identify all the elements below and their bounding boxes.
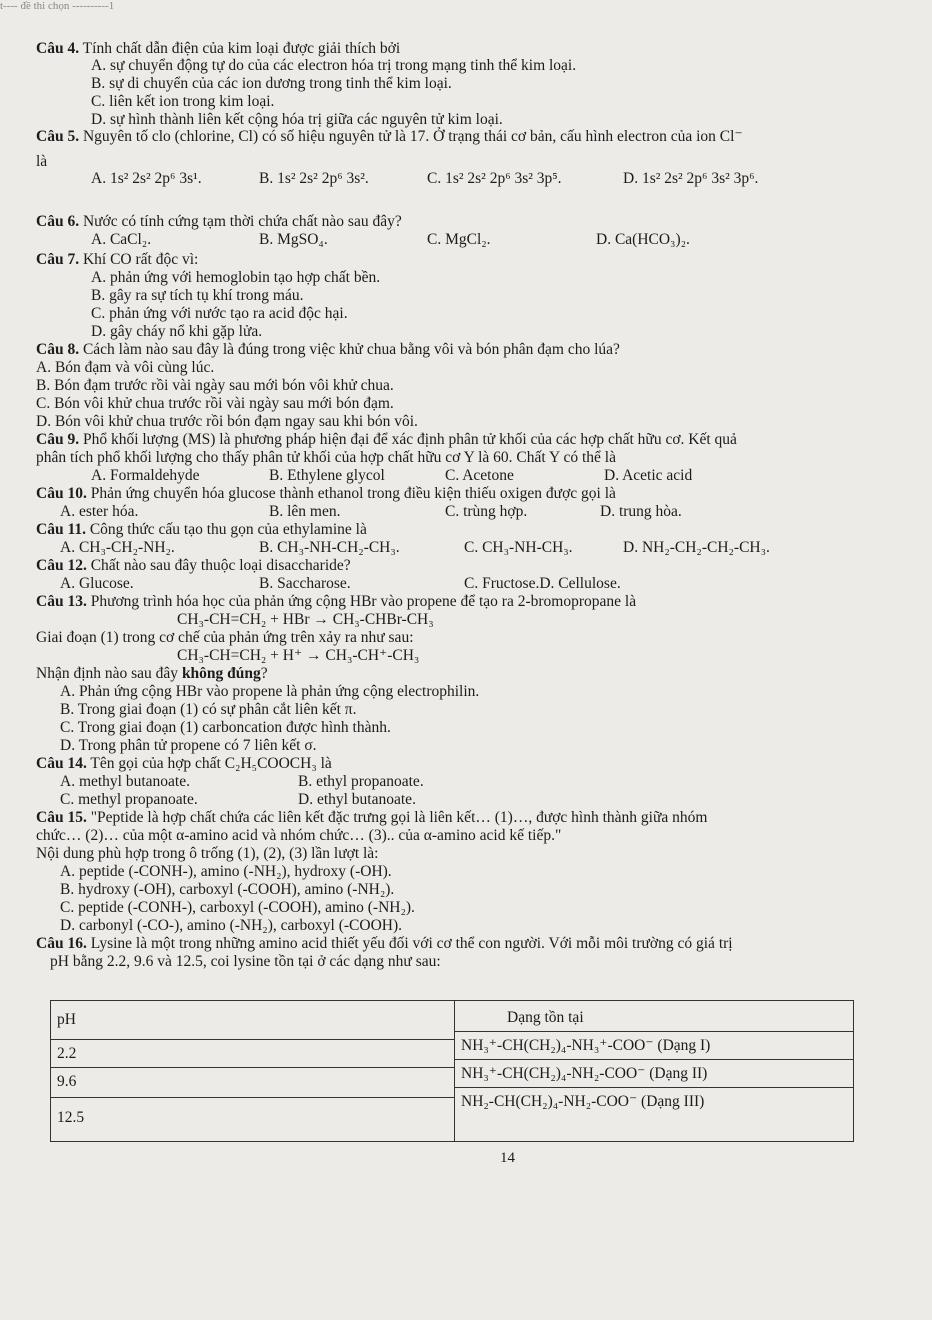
form-row: NH₃⁺-CH(CH₂)₄-NH₃⁺-COO⁻ (Dạng I) bbox=[461, 1037, 711, 1054]
question-number: Câu 11. bbox=[36, 521, 86, 538]
q4-option-a: A. sự chuyển động tự do của các electron hóa trị trong mạng tinh thể kim loại. bbox=[91, 57, 577, 74]
form-row: NH₂-CH(CH₂)₄-NH₂-COO⁻ (Dạng III) bbox=[461, 1093, 705, 1110]
row-divider bbox=[455, 1087, 853, 1088]
q14-option-c: C. methyl propanoate. bbox=[60, 791, 198, 808]
q4-stem: Câu 4. Tính chất dẫn điện của kim loại được giải thích bởi bbox=[36, 40, 401, 57]
form-row: NH₃⁺-CH(CH₂)₄-NH₂-COO⁻ (Dạng II) bbox=[461, 1065, 708, 1082]
q8-option-d: D. Bón vôi khử chua trước rồi bón đạm ngay sau khi bón vôi. bbox=[36, 413, 418, 430]
ph-value: 9.6 bbox=[57, 1073, 77, 1090]
q10-option-a: A. ester hóa. bbox=[60, 503, 139, 520]
q9-option-d: D. Acetic acid bbox=[604, 467, 693, 484]
row-divider bbox=[51, 1067, 455, 1068]
row-divider bbox=[455, 1031, 853, 1032]
question-number: Câu 10. bbox=[36, 485, 87, 502]
lysine-table bbox=[50, 1000, 852, 1140]
q5-option-c: C. 1s² 2s² 2p⁶ 3s² 3p⁵. bbox=[427, 170, 562, 187]
q9-stem-2: phân tích phổ khối lượng cho thấy phân tử khối của hợp chất hữu cơ Y là 60. Chất Y có thể là bbox=[36, 449, 616, 466]
row-divider bbox=[51, 1039, 455, 1040]
question-number: Câu 12. bbox=[36, 557, 87, 574]
q6-stem: Câu 6. Nước có tính cứng tạm thời chứa chất nào sau đây? bbox=[36, 213, 402, 230]
q10-option-c: C. trùng hợp. bbox=[445, 503, 528, 520]
q8-option-a: A. Bón đạm và vôi cùng lúc. bbox=[36, 359, 215, 376]
q10-option-b: B. lên men. bbox=[269, 503, 341, 520]
q14-stem: Câu 14. Tên gọi của hợp chất C₂H₅COOCH₃ là bbox=[36, 755, 332, 772]
q7-stem: Câu 7. Khí CO rất độc vì: bbox=[36, 251, 199, 268]
ph-value: 2.2 bbox=[57, 1045, 77, 1062]
q10-option-d: D. trung hòa. bbox=[600, 503, 682, 520]
q9-option-c: C. Acetone bbox=[445, 467, 514, 484]
q8-stem: Câu 8. Cách làm nào sau đây là đúng trong việc khử chua bằng vôi và bón phân đạm cho lúa? bbox=[36, 341, 620, 358]
q11-option-d: D. NH₂-CH₂-CH₂-CH₃. bbox=[623, 539, 770, 556]
q12-option-a: A. Glucose. bbox=[60, 575, 134, 592]
q6-option-b: B. MgSO₄. bbox=[259, 231, 328, 248]
question-number: Câu 16. bbox=[36, 935, 87, 952]
q15-option-d: D. carbonyl (-CO-), amino (-NH₂), carboxyl (-COOH). bbox=[60, 917, 402, 934]
ph-value: 12.5 bbox=[57, 1109, 85, 1126]
q13-option-b: B. Trong giai đoạn (1) có sự phân cắt liên kết π. bbox=[60, 701, 357, 718]
q6-option-d: D. Ca(HCO₃)₂. bbox=[596, 231, 690, 248]
question-number: Câu 4. bbox=[36, 40, 80, 57]
q5-option-a: A. 1s² 2s² 2p⁶ 3s¹. bbox=[91, 170, 202, 187]
q14-option-d: D. ethyl butanoate. bbox=[298, 791, 416, 808]
q13-option-d: D. Trong phân tử propene có 7 liên kết σ. bbox=[60, 737, 317, 754]
question-number: Câu 5. bbox=[36, 128, 80, 145]
q13-stem-2: Giai đoạn (1) trong cơ chế của phản ứng trên xảy ra như sau: bbox=[36, 629, 414, 646]
header-fragment: t---- đề thi chọn ----------1 bbox=[0, 0, 115, 12]
q16-stem-1: Câu 16. Lysine là một trong những amino acid thiết yếu đối với cơ thể con người. Với mỗi môi trường có giá trị bbox=[36, 935, 733, 952]
q4-option-b: B. sự di chuyển của các ion dương trong tinh thể kim loại. bbox=[91, 75, 452, 92]
q9-option-b: B. Ethylene glycol bbox=[269, 467, 385, 484]
question-number: Câu 13. bbox=[36, 593, 87, 610]
question-number: Câu 14. bbox=[36, 755, 87, 772]
question-number: Câu 9. bbox=[36, 431, 80, 448]
q6-option-a: A. CaCl₂. bbox=[91, 231, 152, 248]
q13-stem: Câu 13. Phương trình hóa học của phản ứng cộng HBr vào propene để tạo ra 2-bromopropane là bbox=[36, 593, 637, 610]
q7-option-d: D. gây cháy nổ khi gặp lửa. bbox=[91, 323, 263, 340]
q12-option-cd: C. Fructose.D. Cellulose. bbox=[464, 575, 621, 592]
q15-stem-1: Câu 15. "Peptide là hợp chất chứa các liên kết đặc trưng gọi là liên kết… (1)…, được hình thành giữa nhóm bbox=[36, 809, 708, 826]
q12-option-b: B. Saccharose. bbox=[259, 575, 351, 592]
q8-option-b: B. Bón đạm trước rồi vài ngày sau mới bón vôi khử chua. bbox=[36, 377, 394, 394]
q15-stem-2: chức… (2)… của một α-amino acid và nhóm chức… (3).. của α-amino acid kế tiếp." bbox=[36, 827, 562, 844]
q13-option-c: C. Trong giai đoạn (1) carboncation được hình thành. bbox=[60, 719, 391, 736]
q15-stem-3: Nội dung phù hợp trong ô trống (1), (2), (3) lần lượt là: bbox=[36, 845, 379, 862]
q15-option-b: B. hydroxy (-OH), carboxyl (-COOH), amino (-NH₂). bbox=[60, 881, 395, 898]
form-header: Dạng tồn tại bbox=[507, 1009, 584, 1026]
q10-stem: Câu 10. Phản ứng chuyển hóa glucose thành ethanol trong điều kiện thiếu oxigen được gọi là bbox=[36, 485, 616, 502]
q4-option-d: D. sự hình thành liên kết cộng hóa trị giữa các nguyên tử kim loại. bbox=[91, 111, 503, 128]
q11-option-a: A. CH₃-CH₂-NH₂. bbox=[60, 539, 175, 556]
q13-option-a: A. Phản ứng cộng HBr vào propene là phản ứng cộng electrophilin. bbox=[60, 683, 480, 700]
q7-option-c: C. phản ứng với nước tạo ra acid độc hại. bbox=[91, 305, 348, 322]
q6-option-c: C. MgCl₂. bbox=[427, 231, 491, 248]
q9-option-a: A. Formaldehyde bbox=[91, 467, 200, 484]
question-number: Câu 6. bbox=[36, 213, 80, 230]
q13-emphasis: không đúng bbox=[181, 665, 261, 682]
q11-stem: Câu 11. Công thức cấu tạo thu gọn của ethylamine là bbox=[36, 521, 367, 538]
question-number: Câu 15. bbox=[36, 809, 87, 826]
q12-stem: Câu 12. Chất nào sau đây thuộc loại disaccharide? bbox=[36, 557, 351, 574]
q7-option-a: A. phản ứng với hemoglobin tạo hợp chất bền. bbox=[91, 269, 381, 286]
q15-option-c: C. peptide (-CONH-), carboxyl (-COOH), amino (-NH₂). bbox=[60, 899, 415, 916]
q11-option-b: B. CH₃-NH-CH₂-CH₃. bbox=[259, 539, 400, 556]
q5-stem: Câu 5. Nguyên tố clo (chlorine, Cl) có số hiệu nguyên tử là 17. Ở trạng thái cơ bản, cấu hình electron của ion Cl⁻ bbox=[36, 128, 743, 145]
q15-option-a: A. peptide (-CONH-), amino (-NH₂), hydroxy (-OH). bbox=[60, 863, 392, 880]
form-column bbox=[454, 1000, 854, 1142]
question-number: Câu 8. bbox=[36, 341, 80, 358]
row-divider bbox=[51, 1097, 455, 1098]
q13-question: Nhận định nào sau đây không đúng? bbox=[36, 665, 268, 682]
q13-equation-1: CH₃-CH=CH₂ + HBr → CH₃-CHBr-CH₃ bbox=[177, 611, 434, 628]
q7-option-b: B. gây ra sự tích tụ khí trong máu. bbox=[91, 287, 304, 304]
ph-header: pH bbox=[57, 1011, 76, 1028]
q5-la: là bbox=[36, 153, 48, 170]
row-divider bbox=[455, 1059, 853, 1060]
q4-option-c: C. liên kết ion trong kim loại. bbox=[91, 93, 275, 110]
question-number: Câu 7. bbox=[36, 251, 80, 268]
q5-option-b: B. 1s² 2s² 2p⁶ 3s². bbox=[259, 170, 369, 187]
q14-option-b: B. ethyl propanoate. bbox=[298, 773, 424, 790]
q14-option-a: A. methyl butanoate. bbox=[60, 773, 190, 790]
ph-column bbox=[50, 1000, 455, 1142]
page-number: 14 bbox=[500, 1150, 515, 1166]
q8-option-c: C. Bón vôi khử chua trước rồi vài ngày sau mới bón đạm. bbox=[36, 395, 394, 412]
q11-option-c: C. CH₃-NH-CH₃. bbox=[464, 539, 573, 556]
q9-stem-1: Câu 9. Phổ khối lượng (MS) là phương pháp hiện đại để xác định phân tử khối của các hợp chất hữu cơ. Kết quả bbox=[36, 431, 737, 448]
q5-option-d: D. 1s² 2s² 2p⁶ 3s² 3p⁶. bbox=[623, 170, 759, 187]
q13-equation-2: CH₃-CH=CH₂ + H⁺ → CH₃-CH⁺-CH₃ bbox=[177, 647, 420, 664]
q16-stem-2: pH bằng 2.2, 9.6 và 12.5, coi lysine tồn tại ở các dạng như sau: bbox=[50, 953, 441, 970]
